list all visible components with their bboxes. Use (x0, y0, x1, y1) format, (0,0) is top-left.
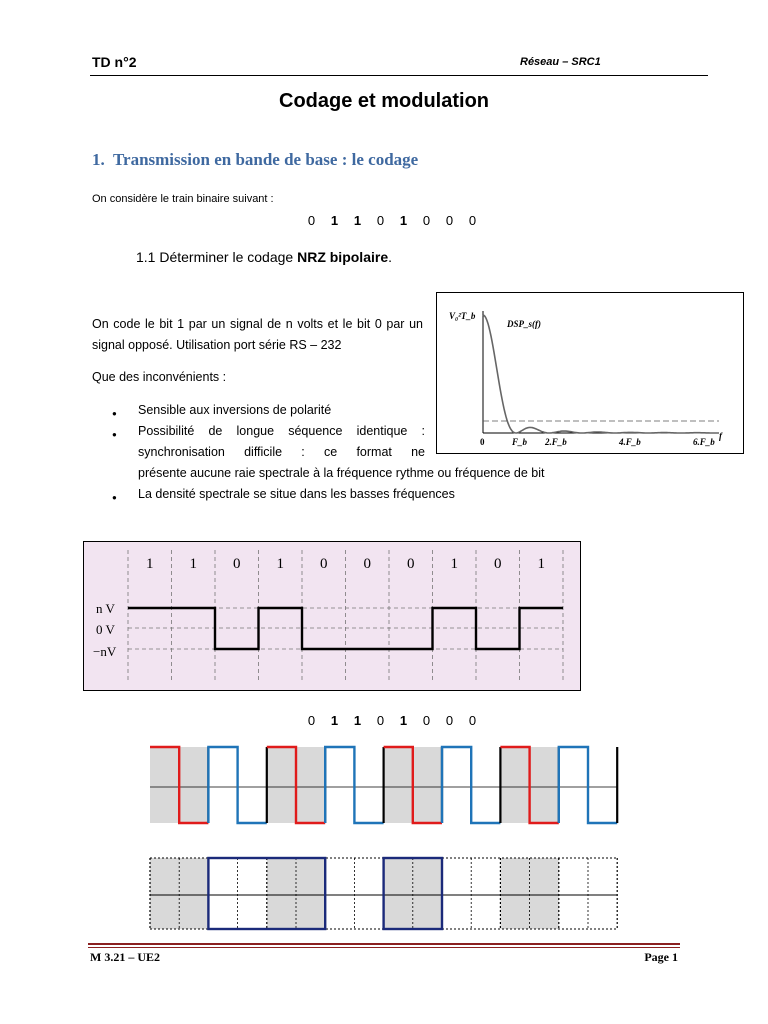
grey-cell (267, 858, 296, 929)
bullet-text-line2: synchronisation difficile : ce format ne (138, 445, 425, 459)
bit-digit: 0 (445, 713, 454, 728)
bit-digit: 0 (422, 713, 431, 728)
nrz-bit-label: 1 (537, 556, 545, 572)
level-minus-nv: −nV (93, 644, 117, 659)
bullet-text-line3: présente aucune raie spectrale à la fréquence rythme ou fréquence de bit (138, 466, 545, 480)
nrz-bit-label: 0 (320, 556, 328, 572)
bullet-text-line1: Possibilité de longue séquence identique : (138, 424, 425, 438)
grey-cell (296, 858, 325, 929)
footer-left: M 3.21 – UE2 (90, 950, 160, 964)
nrz-bit-label: 1 (276, 556, 284, 572)
intro-text: On considère le train binaire suivant : (92, 193, 274, 205)
grey-cell (179, 747, 208, 823)
bit-digit: 1 (330, 713, 339, 728)
bit-digit: 1 (353, 213, 362, 228)
header-rule (90, 75, 708, 76)
bit-digit: 0 (422, 213, 431, 228)
footer-page: Page 1 (644, 950, 678, 964)
bullet-icon: ● (112, 409, 117, 418)
bullet-text: La densité spectrale se situe dans les basses fréquences (138, 487, 455, 501)
bit-digit: 1 (399, 213, 408, 228)
nrz-bit-label: 0 (494, 556, 502, 572)
description-paragraph: On code le bit 1 par un signal de n volts et le bit 0 par un signal opposé. Utilisation port série RS – 232 (92, 317, 423, 352)
nrz-bit-label: 1 (189, 556, 197, 572)
grey-cell (384, 858, 413, 929)
bullet-text: Sensible aux inversions de polarité (138, 403, 332, 417)
grey-cell (296, 747, 325, 823)
dsp-tick-6fb: 6.F_b (693, 437, 715, 447)
dsp-tick-2fb: 2.F_b (545, 437, 567, 447)
grey-cell (413, 747, 442, 823)
dsp-y-label: V₀²T_b (449, 311, 476, 321)
grey-cell (150, 747, 179, 823)
signal-segment (325, 747, 383, 823)
bit-digit: 1 (330, 213, 339, 228)
subsection-prefix: 1.1 Déterminer le codage (136, 249, 298, 265)
bit-digit: 0 (445, 213, 454, 228)
dsp-tick-fb: F_b (512, 437, 528, 447)
grey-cell (500, 858, 529, 929)
grey-cell (413, 858, 442, 929)
grey-cell (150, 858, 179, 929)
nrz-waveform (84, 542, 580, 690)
bit-digit: 0 (468, 713, 477, 728)
footer-rule (88, 943, 680, 945)
subsection-heading (136, 249, 392, 265)
nrz-bit-label: 1 (146, 556, 154, 572)
bullet-icon: ● (112, 430, 117, 439)
grey-cell (530, 858, 559, 929)
bit-train (300, 213, 484, 228)
answer-grid-svg (148, 855, 624, 931)
section-heading (92, 150, 418, 170)
nrz-bit-label: 0 (407, 556, 415, 572)
inconvenients-title: Que des inconvénients : (92, 370, 227, 384)
dsp-curve-label: DSP_s(f) (507, 319, 541, 329)
bit-digit: 1 (353, 713, 362, 728)
subsection-suffix: . (388, 249, 392, 265)
dsp-tick-0: 0 (480, 437, 485, 447)
bit-digit: 0 (468, 213, 477, 228)
manchester-figure (148, 745, 624, 832)
nrz-bit-label: 0 (363, 556, 371, 572)
dsp-tick-4fb: 4.F_b (619, 437, 641, 447)
signal-segment (442, 747, 500, 823)
section-number: 1. (92, 150, 105, 169)
dsp-figure (436, 292, 744, 454)
grey-cell (530, 747, 559, 823)
level-nv: n V (96, 601, 115, 616)
bullet-icon: ● (112, 493, 117, 502)
grey-cell (500, 747, 529, 823)
signal-segment (208, 747, 266, 823)
header-left: TD n°2 (92, 54, 137, 70)
bit-digit: 0 (307, 213, 316, 228)
dsp-x-axis-label: f (719, 431, 722, 441)
nrz-figure (83, 541, 581, 691)
header-right: Réseau – SRC1 (520, 56, 601, 68)
signal-segment (559, 747, 617, 823)
grey-cell (179, 858, 208, 929)
nrz-bit-label: 1 (450, 556, 458, 572)
bit-digit: 0 (376, 213, 385, 228)
nrz-bit-label: 0 (233, 556, 241, 572)
level-0v: 0 V (96, 622, 115, 637)
answer-grid (148, 855, 624, 936)
exercise-bit-train (300, 713, 484, 728)
bit-digit: 1 (399, 713, 408, 728)
dsp-curve (483, 315, 719, 433)
bit-digit: 0 (307, 713, 316, 728)
manchester-waveform (148, 745, 624, 827)
subsection-bold: NRZ bipolaire (297, 249, 389, 265)
grey-cell (384, 747, 413, 823)
footer-rule-thin (88, 947, 680, 948)
dsp-plot (437, 293, 743, 453)
grey-cell (267, 747, 296, 823)
page-title: Codage et modulation (279, 90, 489, 112)
bit-digit: 0 (376, 713, 385, 728)
section-title: Transmission en bande de base : le codage (112, 150, 419, 169)
